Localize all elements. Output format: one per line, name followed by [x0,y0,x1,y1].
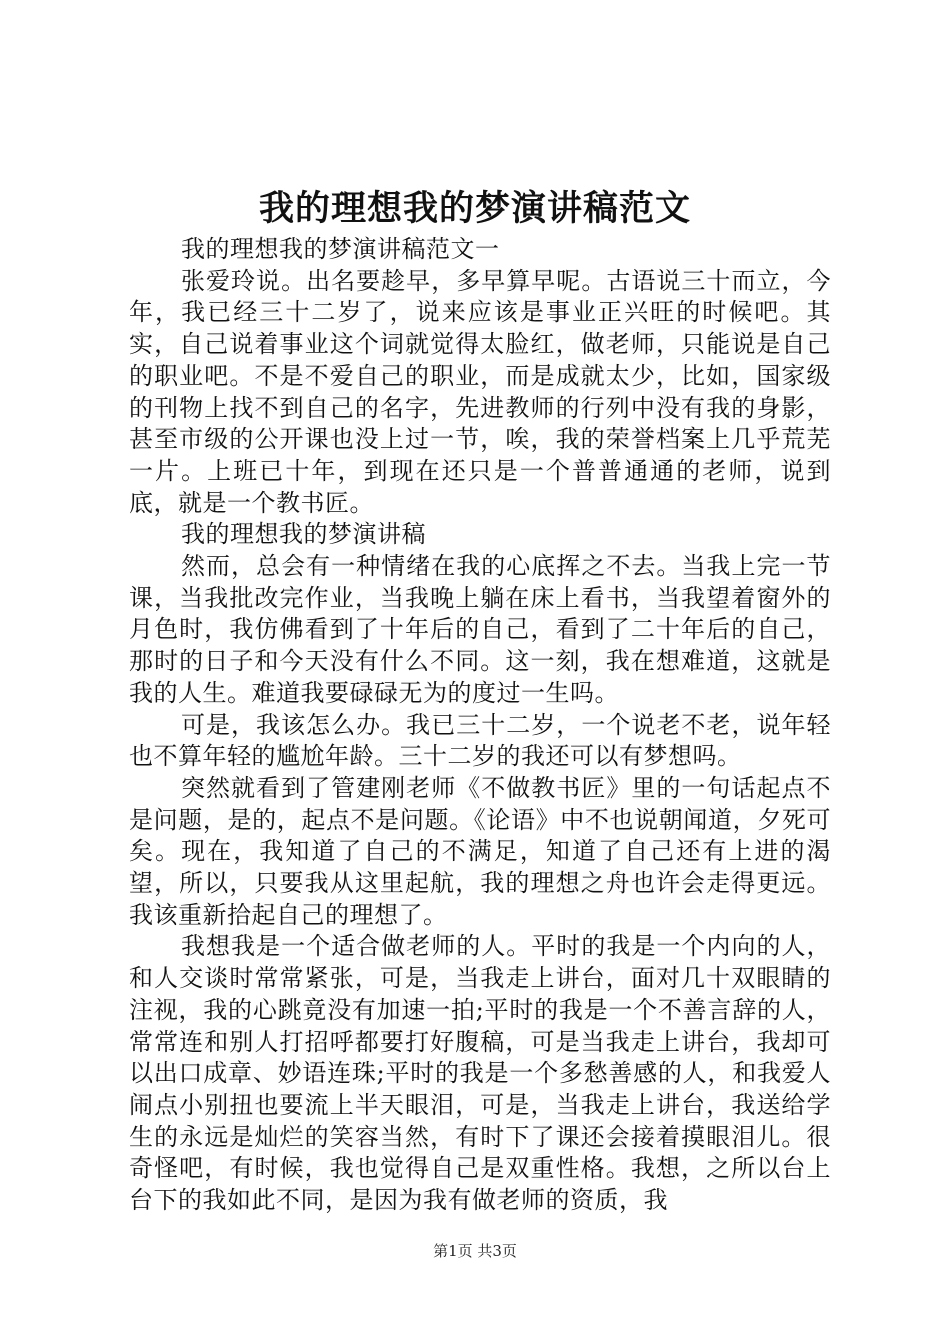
document-body [129,234,831,1217]
paragraph: 张爱玲说。出名要趁早，多早算早呢。古语说三十而立，今年，我已经三十二岁了，说来应该是事业正兴旺的时候吧。其实，自己说着事业这个词就觉得太脸红，做老师，只能说是自己的职业吧。不是不爱自己的职业，而是成就太少，比如，国家级的刊物上找不到自己的名字，先进教师的行列中没有我的身影，甚至市级的公开课也没上过一节，唉，我的荣誉档案上几乎荒芜一片。上班已十年，到现在还只是一个普普通通的老师，说到底，就是一个教书匠。 [129,266,831,517]
document-title: 我的理想我的梦演讲稿范文 [258,188,691,229]
paragraph: 我想我是一个适合做老师的人。平时的我是一个内向的人，和人交谈时常常紧张，可是，当我走上讲台，面对几十双眼睛的注视，我的心跳竟没有加速一拍;平时的我是一个不善言辞的人，常常连和别人打招呼都要打好腹稿，可是当我走上讲台，我却可以出口成章、妙语连珠;平时的我是一个多愁善感的人，和我爱人闹点小别扭也要流上半天眼泪，可是，当我走上讲台，我送给学生的永远是灿烂的笑容当然，有时下了课还会接着摸眼泪儿。很奇怪吧，有时候，我也觉得自己是双重性格。我想，之所以台上台下的我如此不同，是因为我有做老师的资质，我 [129,932,831,1215]
paragraph: 我的理想我的梦演讲稿范文一 [181,235,500,263]
paragraph: 可是，我该怎么办。我已三十二岁，一个说老不老，说年轻也不算年轻的尴尬年龄。三十二岁的我还可以有梦想吗。 [129,710,831,771]
paragraph: 然而，总会有一种情绪在我的心底挥之不去。当我上完一节课，当我批改完作业，当我晚上躺在床上看书，当我望着窗外的月色时，我仿佛看到了十年后的自己，看到了二十年后的自己，那时的日子和今天没有什么不同。这一刻，我在想难道，这就是我的人生。难道我要碌碌无为的度过一生吗。 [129,552,831,707]
page-footer: 第1页 共3页 [433,1242,517,1260]
paragraph: 我的理想我的梦演讲稿 [181,520,426,549]
paragraph: 突然就看到了管建刚老师《不做教书匠》里的一句话起点不是问题，是的，起点不是问题。《论语》中不也说朝闻道，夕死可矣。现在，我知道了自己的不满足，知道了自己还有上进的渴望，所以，只要我从这里起航，我的理想之舟也许会走得更远。我该重新拾起自己的理想了。 [129,773,831,929]
